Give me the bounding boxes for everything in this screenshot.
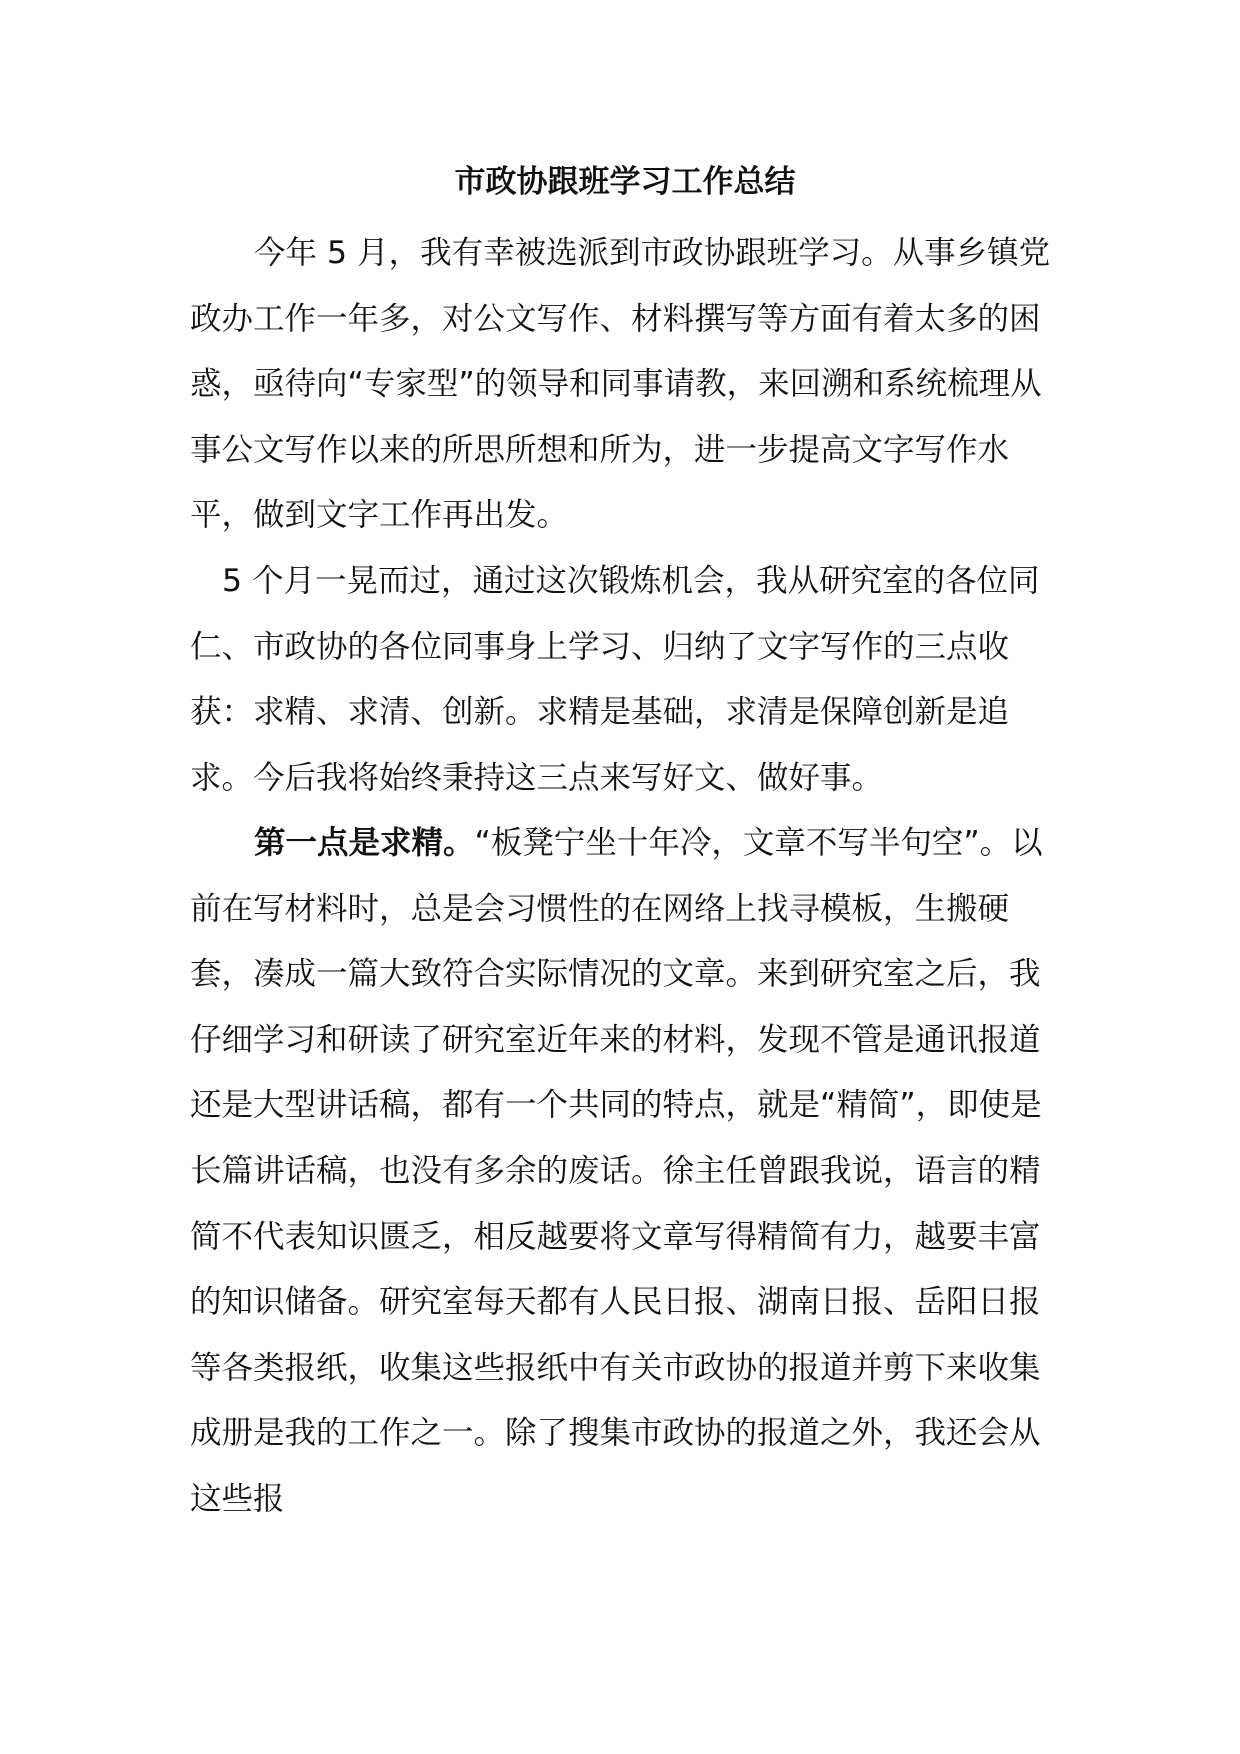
paragraph-intro bbox=[190, 221, 1060, 549]
paragraph-point-one bbox=[190, 811, 1060, 1533]
paragraph-text: “板凳宁坐十年冷，文章不写半句空”。以前在写材料时，总是会习惯性的在网络上找寻模板，生搬硬套，凑成一篇大致符合实际情况的文章。来到研究室之后，我仔细学习和研读了研究室近年来的材料，发现不管是通讯报道还是大型讲话稿，都有一个共同的特点，就是“精简”，即使是长篇讲话稿，也没有多余的废话。徐主任曾跟我说，语言的精简不代表知识匮乏，相反越要将文章写得精简有力，越要丰富的知识储备。研究室每天都有人民日报、湖南日报、岳阳日报等各类报纸，收集这些报纸中有关市政协的报道并剪下来收集成册是我的工作之一。除了搜集市政协的报道之外，我还会从这些报 bbox=[190, 825, 1043, 1517]
document-title: 市政协跟班学习工作总结 bbox=[454, 164, 796, 200]
paragraph-text: 5 个月一晃而过，通过这次锻炼机会，我从研究室的各位同仁、市政协的各位同事身上学习、归纳了文字写作的三点收获：求精、求清、创新。求精是基础，求清是保障创新是追求。今后我将始终秉持这三点来写好文、做好事。 bbox=[190, 563, 1040, 796]
paragraph-lead-heading: 第一点是求精。 bbox=[254, 825, 475, 861]
paragraph-text: 今年 5 月，我有幸被选派到市政协跟班学习。从事乡镇党政办工作一年多，对公文写作、材料撰写等方面有着太多的困惑，亟待向“专家型”的领导和同事请教，来回溯和系统梳理从事公文写作以来的所思所想和所为，进一步提高文字写作水平，做到文字工作再出发。 bbox=[190, 235, 1051, 534]
paragraph-summary bbox=[190, 549, 1060, 811]
